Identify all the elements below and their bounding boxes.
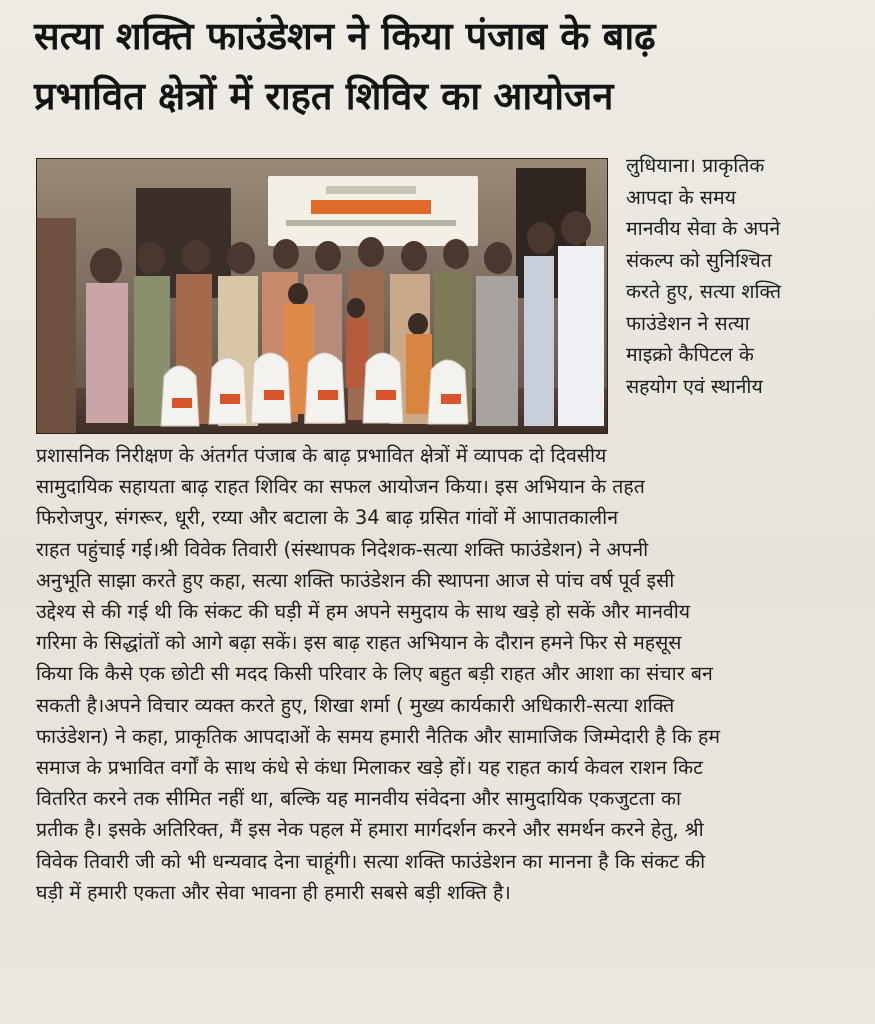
side-line: फाउंडेशन ने सत्या (626, 311, 750, 335)
side-line: आपदा के समय (626, 185, 736, 209)
body-line: उद्देश्य से की गई थी कि संकट की घड़ी में हम अपने समुदाय के साथ खड़े हो सकें और मानवीय (36, 600, 691, 624)
side-line: करते हुए, सत्या शक्ति (626, 280, 782, 303)
body-line: फाउंडेशन) ने कहा, प्राकृतिक आपदाओं के समय हमारी नैतिक और सामाजिक जिम्मेदारी है कि हम (36, 724, 721, 748)
group-photo-icon (36, 158, 608, 434)
side-line: लुधियाना। प्राकृतिक (626, 154, 765, 177)
body-line: किया कि कैसे एक छोटी सी मदद किसी परिवार के लिए बहुत बड़ी राहत और आशा का संचार बन (36, 662, 713, 686)
body-line: प्रतीक है। इसके अतिरिक्त, मैं इस नेक पहल में हमारा मार्गदर्शन करने और समर्थन करने हेतु, श्री (36, 818, 704, 842)
side-line: सहयोग एवं स्थानीय (626, 374, 763, 398)
side-line: मानवीय सेवा के अपने (626, 217, 781, 240)
article-body (36, 440, 848, 908)
body-line: घड़ी में हमारी एकता और सेवा भावना ही हमारी सबसे बड़ी शक्ति है। (36, 880, 511, 904)
body-line: फिरोजपुर, संगरूर, धूरी, रय्या और बटाला के 34 बाढ़ ग्रसित गांवों में आपातकालीन (36, 506, 619, 530)
body-line: राहत पहुंचाई गई।श्री विवेक तिवारी (संस्थापक निदेशक-सत्या शक्ति फाउंडेशन) ने अपनी (36, 537, 649, 561)
headline-line-1: सत्या शक्ति फाउंडेशन ने किया पंजाब के बाढ़ (34, 14, 656, 58)
headline-line-2: प्रभावित क्षेत्रों में राहत शिविर का आयोजन (34, 74, 614, 118)
side-line: संकल्प को सुनिश्चित (626, 248, 772, 272)
body-line: समाज के प्रभावित वर्गों के साथ कंधे से कंधा मिलाकर खड़े हों। यह राहत कार्य केवल राशन किट (36, 756, 703, 780)
side-line: माइक्रो कैपिटल के (626, 343, 754, 366)
body-line: अनुभूति साझा करते हुए कहा, सत्या शक्ति फाउंडेशन की स्थापना आज से पांच वर्ष पूर्व इसी (36, 568, 675, 592)
body-line: प्रशासनिक निरीक्षण के अंतर्गत पंजाब के बाढ़ प्रभावित क्षेत्रों में व्यापक दो दिवसीय (36, 444, 607, 467)
headline (34, 6, 844, 126)
relief-camp-photo (36, 158, 608, 434)
body-line: सकती है।अपने विचार व्यक्त करते हुए, शिखा शर्मा ( मुख्य कार्यकारी अधिकारी-सत्या शक्ति (36, 693, 675, 717)
body-line: सामुदायिक सहायता बाढ़ राहत शिविर का सफल आयोजन किया। इस अभियान के तहत (36, 475, 645, 499)
side-column-text (626, 150, 846, 402)
body-line: गरिमा के सिद्धांतों को आगे बढ़ा सकें। इस बाढ़ राहत अभियान के दौरान हमने फिर से महसूस (36, 631, 682, 655)
body-line: वितरित करने तक सीमित नहीं था, बल्कि यह मानवीय संवेदना और सामुदायिक एकजुटता का (36, 787, 682, 811)
body-line: विवेक तिवारी जी को भी धन्यवाद देना चाहूंगी। सत्या शक्ति फाउंडेशन का मानना है कि संकट की (36, 849, 706, 873)
